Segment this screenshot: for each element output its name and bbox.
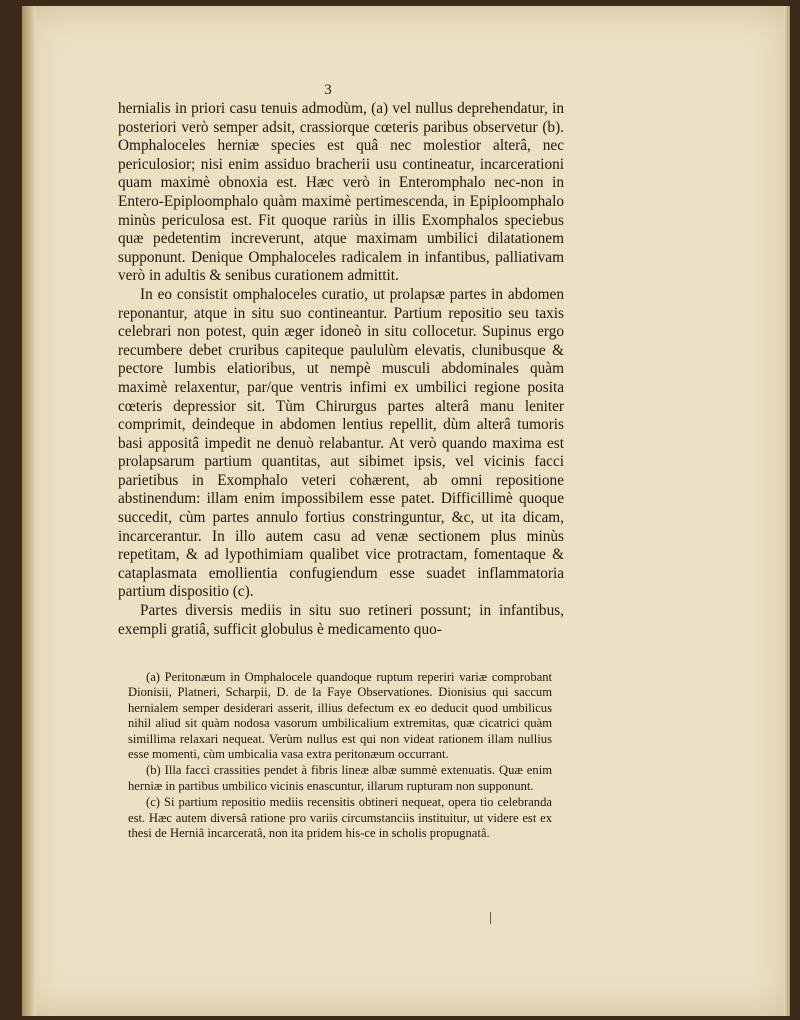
footnote-a: (a) Peritonæum in Omphalocele quandoque ruptum reperiri variæ comprobant Dionisii, Platneri, Scharpii, D. de la Faye Observationes. Dionisius qui saccum hernialem semper desiderari asserit, illius defectum ex eo deducit quod umbilicus nihil aliud sit quàm nodosa vasorum umbilicalium extremitas, quæ cicatrici quàm simillima relaxari nequeat. Verùm nullus est qui non videat rationem illam nullius esse momenti, cùm umbicalia vasa extra peritonæum occurrant. xyxy=(128,670,552,762)
book-page xyxy=(22,6,790,1016)
stray-mark xyxy=(490,912,495,924)
footnote-b: (b) Illa facci crassities pendet à fibris lineæ albæ summè extenuatis. Quæ enim herniæ in partibus umbilico vicinis enascuntur, illarum rupturam non supponunt. xyxy=(128,763,552,793)
paragraph-1: hernialis in priori casu tenuis admodùm, (a) vel nullus deprehendatur, in posteriori verò semper adsit, crassiorque cœteris paribus observetur (b). Omphaloceles herniæ species est quâ nec molestior alterâ, nec periculosior; nisi enim assiduo bracherii usu contineatur, incarcerationi quam maximè obnoxia est. Hæc verò in Enteromphalo nec-non in Entero-Epiploomphalo quàm maximè pertimescenda, in Epiploomphalo minùs periculosa est. Fit quoque rariùs in illis Exomphalos speciebus quæ pedetentim increverunt, atque maximam umbilici dilatationem supponunt. Denique Omphaloceles radicalem in infantibus, palliativam verò in adultis & senibus curationem admittit. xyxy=(118,100,564,285)
main-text xyxy=(118,100,564,639)
page-gutter xyxy=(22,6,36,1016)
paragraph-2: In eo consistit omphaloceles curatio, ut prolapsæ partes in abdomen reponantur, atque in situ suo contineantur. Partium repositio seu taxis celebrari non potest, quin æger idoneò in situ collocetur. Supinus ergo recumbere debet cruribus capiteque paululùm elevatis, clunibusque & pectore lumbis elatioribus, ut nempè musculi abdominales quàm maximè relaxentur, par/que ventris infimi ex umbilici regione posita cœteris depressior sit. Tùm Chirurgus partes alterâ manu leniter comprimit, deindeque in abdomen lentius repellit, dùm alterâ tumoris basi appositâ impedit ne denuò relabantur. At verò quando maxima est prolapsarum partium quantitas, aut sibimet ipsis, vel vicinis facci parietibus in Exomphalo veteri cohærent, ab omni repositione abstinendum: illam enim impossibilem esse patet. Difficillimè quoque succedit, cùm partes annulo fortius constringuntur, &c, ut ita dicam, incarcerantur. In illo autem casu ad venæ sectionem plus minùs repetitam, & ad lypothimiam qualibet vice protractam, fomentaque & cataplasmata emollientia confugiendum esse suadet inflammatoria partium dispositio (c). xyxy=(118,285,564,601)
footnotes xyxy=(128,670,552,842)
page-number: 3 xyxy=(324,82,332,98)
footnote-c: (c) Si partium repositio mediis recensitis obtineri nequeat, opera tio celebranda est. Hæc autem diversâ ratione pro variis circumstanciis instituitur, ut videre est ex thesi de Herniâ incarceratâ, non ita pridem his-ce in scholis propugnatâ. xyxy=(128,795,552,841)
paragraph-3: Partes diversis mediis in situ suo retineri possunt; in infantibus, exempli gratiâ, sufficit globulus è medicamento quo- xyxy=(118,602,564,638)
page-edge xyxy=(784,6,790,1016)
